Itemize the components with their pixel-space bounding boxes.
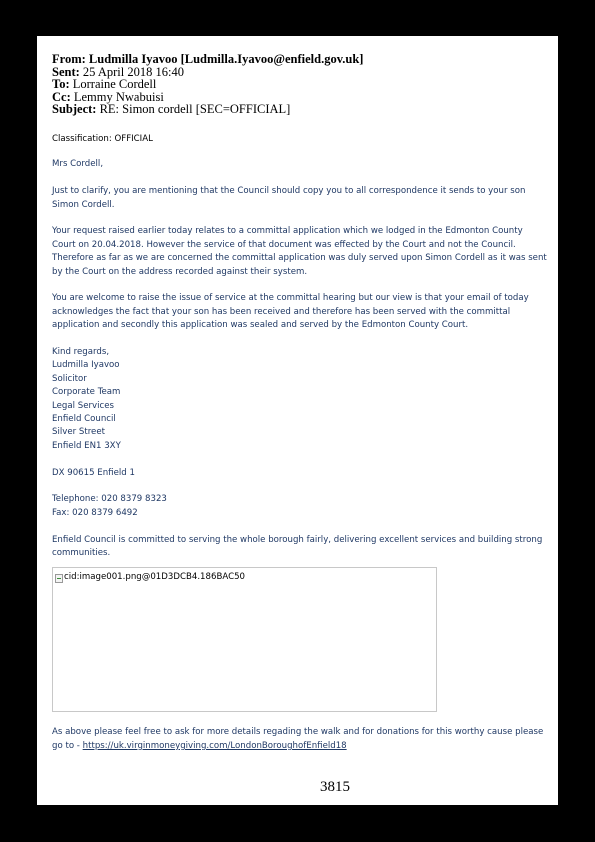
dx-line: DX 90615 Enfield 1 xyxy=(52,467,135,478)
broken-image-placeholder xyxy=(52,567,437,712)
cc-value: Lemmy Nwabuisi xyxy=(70,89,164,104)
closing-paragraph xyxy=(52,726,547,753)
to-label: To: xyxy=(52,77,70,92)
cc-label: Cc: xyxy=(52,89,71,104)
signature-line: Corporate Team xyxy=(52,387,121,398)
contact-block xyxy=(52,493,547,520)
email-header xyxy=(52,53,547,116)
email-body xyxy=(52,133,547,767)
closing-text: As above please feel free to ask for more details regading the walk and for donations for this worthy cause please go to - xyxy=(52,727,544,751)
subject-line xyxy=(52,103,547,116)
page-number: 3815 xyxy=(320,779,350,795)
document-page xyxy=(37,36,558,805)
subject-label: Subject: xyxy=(52,102,97,117)
sent-value: 25 April 2018 16:40 xyxy=(79,64,184,79)
signature-line: Enfield EN1 3XY xyxy=(52,440,121,451)
subject-value: RE: Simon cordell [SEC=OFFICIAL] xyxy=(96,102,291,117)
greeting: Mrs Cordell, xyxy=(52,159,104,170)
signature-line: Ludmilla Iyavoo xyxy=(52,360,120,371)
broken-image-label xyxy=(55,571,245,584)
commitment-statement: Enfield Council is committed to serving the whole borough fairly, delivering excellent services and building strong communities. xyxy=(52,534,543,559)
sent-label: Sent: xyxy=(52,64,80,79)
signature-line: Kind regards, xyxy=(52,347,110,358)
signature-block xyxy=(52,346,547,453)
image-alt-text: cid:image001.png@01D3DCB4.186BAC50 xyxy=(64,572,246,583)
signature-line: Enfield Council xyxy=(52,414,116,425)
paragraph-clarify: Just to clarify, you are mentioning that the Council should copy you to all correspondence it sends to your son Simon Cordell. xyxy=(52,186,526,210)
to-value: Lorraine Cordell xyxy=(69,77,157,92)
from-value: Ludmilla Iyavoo [Ludmilla.Iyavoo@enfield.gov.uk] xyxy=(85,52,364,66)
classification-line: Classification: OFFICIAL xyxy=(52,134,153,144)
donation-link[interactable]: https://uk.virginmoneygiving.com/LondonBoroughofEnfield18 xyxy=(82,740,347,751)
paragraph-committal: Your request raised earlier today relates to a committal application which we lodged in the Edmonton County Court on 20.04.2018. However the service of that document was effected by the Court and not the Council. Therefore as far as we are concerned the committal application was duly served upon Simon Cordell as it was sent by the Court on the address recorded against their system. xyxy=(52,226,547,277)
signature-line: Silver Street xyxy=(52,427,105,438)
fax-line: Fax: 020 8379 6492 xyxy=(52,507,138,518)
broken-image-icon xyxy=(55,574,63,583)
from-label: From: xyxy=(52,52,86,66)
signature-line: Legal Services xyxy=(52,400,115,411)
signature-line: Solicitor xyxy=(52,373,87,384)
telephone-line: Telephone: 020 8379 8323 xyxy=(52,494,167,505)
paragraph-service: You are welcome to raise the issue of service at the committal hearing but our view is that your email of today acknowledges the fact that your son has been received and therefore has been served with the committal application and secondly this application was sealed and served by the Edmonton County Court. xyxy=(52,293,529,331)
